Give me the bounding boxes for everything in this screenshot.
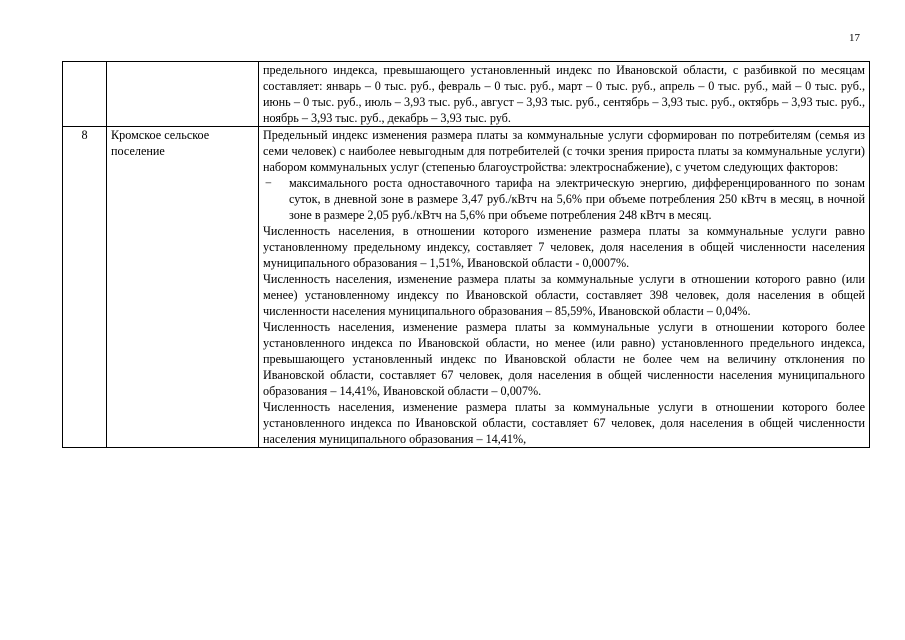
row-number-cell: [63, 62, 107, 127]
page-number: 17: [849, 32, 860, 44]
dash-bullet-marker: −: [265, 176, 272, 190]
table-row-continuation: [63, 62, 870, 127]
description-paragraph: Численность населения, изменение размера платы за коммунальные услуги в отношении которого более установленного индекса по Ивановской области, составляет 67 человек, доля населения в общей численности населения муниципального образования – 14,41%,: [263, 400, 865, 446]
bullet-text: максимального роста одноставочного тарифа на электрическую энергию, дифференцированного по зонам суток, в дневной зоне в размере 3,47 руб./кВтч на 5,6% при объеме потребления 250 кВтч в месяц, в ночной зоне в размере 2,05 руб./кВтч на 5,6% при объеме потребления 248 кВтч в месяц.: [289, 176, 865, 222]
description-cell: [259, 127, 870, 448]
municipality-name-cell: Кромское сельское поселение: [107, 127, 259, 448]
description-paragraph: Численность населения, изменение размера платы за коммунальные услуги в отношении которого более установленного индекса по Ивановской области, но менее (или равно) установленного предельного индекса, превышающего установленный индекс по Ивановской области не более чем на величину отклонения по Ивановской области, составляет 67 человек, доля населения в общей численности населения муниципального образования – 14,41%, Ивановской области – 0,007%.: [263, 320, 865, 398]
row-number-cell: 8: [63, 127, 107, 448]
description-paragraph: Численность населения, изменение размера платы за коммунальные услуги в отношении которого равно (или менее) установленному индексу по Ивановской области, составляет 398 человек, доля населения в общей численности населения муниципального образования – 85,59%, Ивановской области – 0,04%.: [263, 272, 865, 318]
table-row-kromskoe: [63, 127, 870, 448]
municipality-name-cell: [107, 62, 259, 127]
bullet-item: [263, 175, 865, 223]
description-paragraph: Численность населения, в отношении которого изменение размера платы за коммунальные услуги равно установленному предельному индексу, составляет 7 человек, доля населения в общей численности населения муниципального образования – 1,51%, Ивановской области - 0,0007%.: [263, 224, 865, 270]
description-paragraph: предельного индекса, превышающего установленный индекс по Ивановской области, с разбивкой по месяцам составляет: январь – 0 тыс. руб., февраль – 0 тыс. руб., март – 0 тыс. руб., апрель – 0 тыс. руб., май – 0 тыс. руб., июнь – 0 тыс. руб., июль – 3,93 тыс. руб., август – 3,93 тыс. руб., сентябрь – 3,93 тыс. руб., октябрь – 3,93 тыс. руб., ноябрь – 3,93 тыс. руб., декабрь – 3,93 тыс. руб.: [263, 63, 865, 125]
municipality-table: [62, 61, 870, 448]
intro-paragraph: Предельный индекс изменения размера платы за коммунальные услуги сформирован по потребителям (семья из семи человек) с наиболее невыгодным для потребителей (с точки зрения прироста платы за коммунальные услуги) набором коммунальных услуг (степенью благоустройства: электроснабжение), с учетом следующих факторов:: [263, 128, 865, 174]
description-cell: [259, 62, 870, 127]
